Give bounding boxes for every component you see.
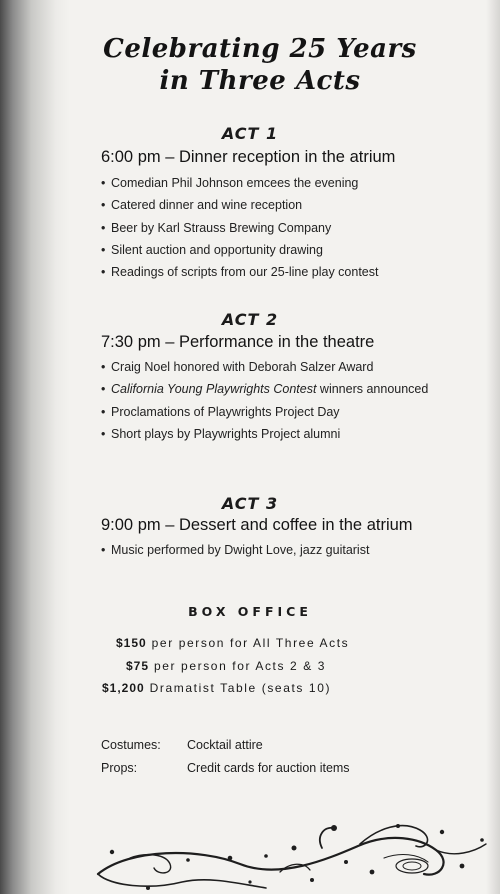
bullet-text: Readings of scripts from our 25-line play contest bbox=[111, 265, 379, 280]
price-description: per person for Acts 2 & 3 bbox=[153, 659, 327, 673]
bullet-glyph: • bbox=[101, 543, 106, 557]
costumes-label: Costumes: bbox=[101, 738, 161, 752]
act-2-bullet-list bbox=[101, 356, 428, 445]
list-item bbox=[101, 194, 379, 216]
bullet-text: Beer by Karl Strauss Brewing Company bbox=[111, 220, 332, 235]
price-amount: $150 bbox=[116, 636, 147, 650]
act-2-heading: ACT 2 bbox=[221, 310, 279, 329]
price-amount: $75 bbox=[126, 659, 150, 673]
bullet-glyph: • bbox=[101, 360, 106, 374]
act-1-time-line: 6:00 pm – Dinner reception in the atrium bbox=[101, 148, 396, 166]
act-1-heading: ACT 1 bbox=[221, 124, 279, 143]
bullet-glyph: • bbox=[101, 220, 106, 235]
bullet-text: Proclamations of Playwrights Project Day bbox=[111, 404, 340, 419]
page-title-line-2: in Three Acts bbox=[159, 66, 361, 96]
act-3-bullet-list bbox=[101, 539, 369, 561]
list-item bbox=[101, 261, 379, 283]
bullet-text: Short plays by Playwrights Project alumni bbox=[111, 426, 341, 441]
box-office-heading: BOX OFFICE bbox=[188, 604, 312, 619]
page-title-line-1: Celebrating 25 Years bbox=[103, 34, 417, 64]
flourish-ornament bbox=[90, 818, 500, 894]
act-2-time-line: 7:30 pm – Performance in the theatre bbox=[101, 333, 375, 351]
bullet-text: Comedian Phil Johnson emcees the evening bbox=[111, 176, 359, 190]
bullet-glyph: • bbox=[101, 382, 106, 397]
act-3-heading: ACT 3 bbox=[221, 494, 279, 513]
costumes-value: Cocktail attire bbox=[187, 738, 263, 752]
act-3-time-line: 9:00 pm – Dessert and coffee in the atrium bbox=[101, 516, 413, 534]
price-description: Dramatist Table (seats 10) bbox=[149, 681, 332, 695]
list-item bbox=[101, 378, 428, 400]
bullet-text: winners announced bbox=[316, 382, 429, 397]
bullet-glyph: • bbox=[101, 176, 106, 190]
props-value: Credit cards for auction items bbox=[187, 761, 350, 775]
price-row bbox=[116, 636, 349, 650]
props-label: Props: bbox=[101, 761, 138, 775]
bullet-text: Music performed by Dwight Love, jazz guitarist bbox=[111, 543, 370, 557]
price-description: per person for All Three Acts bbox=[151, 636, 350, 650]
bullet-glyph: • bbox=[101, 198, 106, 213]
bullet-text: Silent auction and opportunity drawing bbox=[111, 242, 323, 257]
list-item bbox=[101, 172, 379, 194]
list-item bbox=[101, 356, 428, 378]
bullet-glyph: • bbox=[101, 242, 106, 257]
bullet-glyph: • bbox=[101, 426, 106, 441]
list-item bbox=[101, 423, 428, 445]
contest-name: California Young Playwrights Contest bbox=[111, 382, 317, 397]
bullet-glyph: • bbox=[101, 404, 106, 419]
bullet-glyph: • bbox=[101, 265, 106, 280]
price-amount: $1,200 bbox=[102, 681, 145, 695]
price-row bbox=[126, 659, 326, 673]
bullet-text: Craig Noel honored with Deborah Salzer Award bbox=[111, 360, 374, 374]
list-item bbox=[101, 401, 428, 423]
list-item bbox=[101, 539, 369, 561]
bullet-text: Catered dinner and wine reception bbox=[111, 198, 303, 213]
price-row bbox=[102, 681, 331, 695]
list-item bbox=[101, 217, 379, 239]
list-item bbox=[101, 239, 379, 261]
act-1-bullet-list bbox=[101, 172, 379, 283]
